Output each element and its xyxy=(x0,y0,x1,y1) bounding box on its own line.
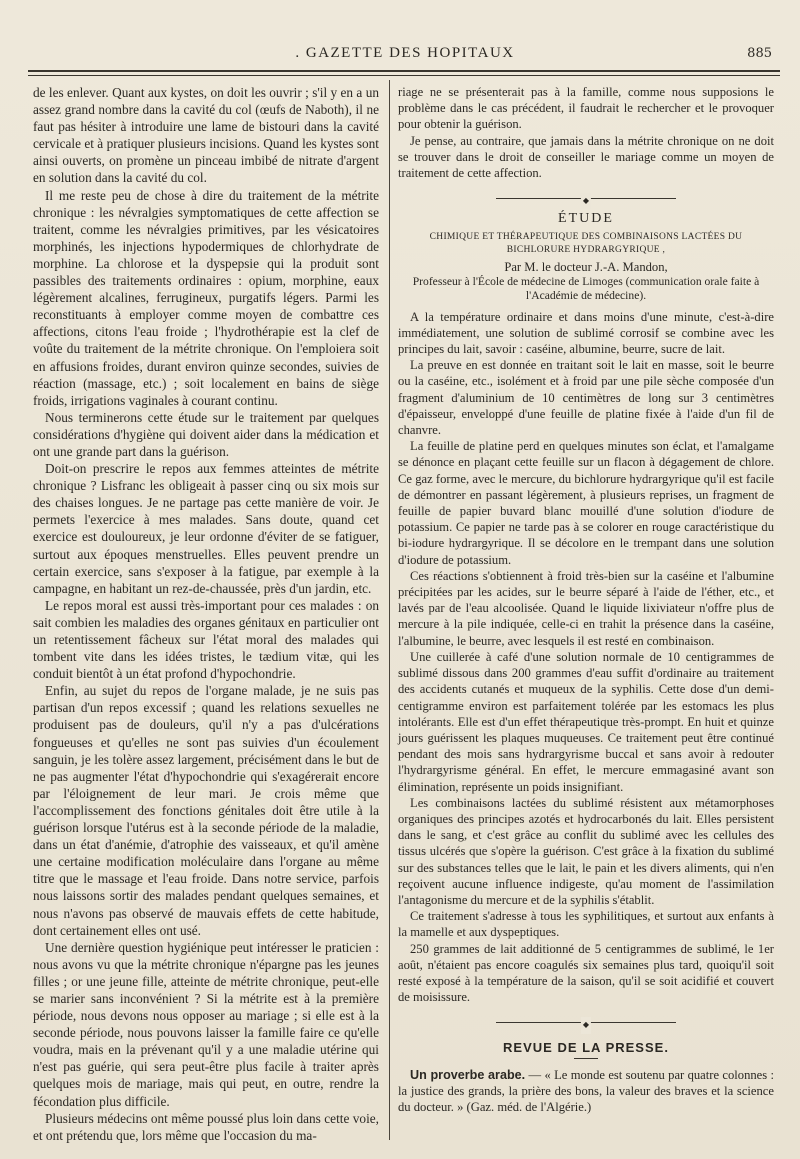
revue-paragraph xyxy=(398,1067,774,1116)
page-number: 885 xyxy=(747,46,772,61)
section-heading-revue: REVUE DE LA PRESSE. xyxy=(503,1039,669,1055)
paragraph: A la température ordinaire et dans moins d'une minute, c'est-à-dire immédiatement, une solution de sublimé corrosif se combine avec les principes du lait, savoir : caséine, albumine, beurre, sucre de lait. xyxy=(398,309,774,357)
right-column xyxy=(398,84,774,1115)
journal-title: . GAZETTE DES HOPITAUX xyxy=(295,45,515,61)
paragraph: de les enlever. Quant aux kystes, on doit les ouvrir ; s'il y en a un assez grand nombre dans la cavité du col (œufs de Naboth), il ne faut pas hésiter à introduire une lame de bistouri dans la cavité cervicale et à pratiquer plusieurs incisions. Quand les kystes sont ainsi ouverts, on promène un pinceau imbibé de nitrate d'argent en solution dans la cavité du col. xyxy=(33,85,379,186)
left-column xyxy=(33,84,379,1144)
section-separator xyxy=(398,1013,774,1029)
paragraph: Je pense, au contraire, que jamais dans la métrite chronique on ne doit se trouver dans le droit de conseiller le mariage comme un moyen de traitement de cette affection. xyxy=(398,133,774,181)
running-head xyxy=(30,43,780,67)
paragraph: Ces réactions s'obtiennent à froid très-bien sur la caséine et l'albumine précipitées par les acides, sur le beurre séparé à l'aide de l'éther, etc., et lavés par de l'eau alcoolisée. Quand le liquide lixiviateur n'offre plus de mercure à la pile indiquée, celle-ci en trahit la présence dans la caséine, l'albumine, le beurre, avec lesquels il est resté en combinaison. xyxy=(398,568,774,648)
article-author: Par M. le docteur J.-A. Mandon, xyxy=(504,259,668,274)
paragraph: La preuve en est donnée en traitant soit le lait en masse, soit le beurre ou la caséine, etc., isolément et à froid par une pile sèche composée d'un fragment d'aluminium de 10 centimètres de long sur 3 centimètres d'épaisseur, enveloppé d'une feuille de platine fixée à l'aide d'un fil de chanvre. xyxy=(398,358,774,438)
paragraph: Une dernière question hygiénique peut intéresser le praticien : nous avons vu que la métrite chronique n'épargne pas les jeunes filles ; or une jeune fille, atteinte de métrite chronique, peut-elle se marier sans inconvénient ? Si la métrite est à la première période, nous devons nous opposer au mariage ; si elle est à la seconde période, nous pouvons laisser la famille faire ce qu'elle voudra, mais en la prévenant qu'il y a une maladie utérine qui n'est pas guérie, qui sera peut-être plus facile à traiter après quelques mois de mariage, mais qui peut, en outre, rendre la fécondation plus difficile. xyxy=(33,939,379,1109)
paragraph: 250 grammes de lait additionné de 5 centigrammes de sublimé, le 1er août, n'étaient pas encore coagulés six semaines plus tard, quoiqu'il soit resté exposé à la température de la saison, qu'il se soit acidifié et couvert de moisissure. xyxy=(398,941,774,1005)
paragraph: riage ne se présenterait pas à la famille, comme nous supposions le problème dans le cas précédent, il faudrait le rechercher et le provoquer pour obtenir la guérison. xyxy=(398,85,774,132)
section-separator xyxy=(398,189,774,205)
revue-text: — « Le monde est soutenu par quatre colonnes : la justice des grands, la prière des bons, la valeur des braves et la science du docteur. » (Gaz. méd. de l'Algérie.) xyxy=(398,1067,774,1115)
paragraph: Ce traitement s'adresse à tous les syphilitiques, et surtout aux enfants à la mamelle et aux dyspeptiques. xyxy=(398,909,774,940)
paragraph: Nous terminerons cette étude sur le traitement par quelques considérations d'hygiène qui doivent aider dans la médication et ont une grande part dans la guérison. xyxy=(33,409,379,459)
column-divider xyxy=(389,80,390,1140)
short-rule xyxy=(574,1058,598,1059)
header-rule-thick xyxy=(28,70,780,72)
paragraph: Doit-on prescrire le repos aux femmes atteintes de métrite chronique ? Lisfranc les obligeait à passer cinq ou six mois sur des chaises longues. Je ne partage pas cette manière de voir. Je permets l'exercice à mes malades. Sans doute, quand cet exercice est douloureux, je leur ordonne d'éviter de se fatiguer, surtout aux époques menstruelles. Elles peuvent prendre un certain exercice, sans s'exposer à la fatigue, par exemple à la campagne, en habitant un rez-de-chaussée, près d'un jardin, etc. xyxy=(33,461,379,596)
header-rule-thin xyxy=(28,75,780,76)
paragraph: Une cuillerée à café d'une solution normale de 10 centigrammes de sublimé dissous dans 200 grammes d'eau suffit d'ordinaire au traitement des accidents cutanés et muqueux de la syphilis. Cette dose d'un demi-centigramme environ est parfaitement tolérée par les estomacs les plus intolérants. Elle est d'un effet thérapeutique très-prompt. En huit et quinze jours guérissent les plaques muqueuses. Ce traitement peut être continué pendant des mois sans hydrargyrisme buccal et sans avoir à redouter l'hydrargyrisme général. En effet, le mercure emmagasiné avant son élimination, représente un poids insignifiant. xyxy=(398,649,774,794)
paragraph: Enfin, au sujet du repos de l'organe malade, je ne suis pas partisan d'un repos excessif ; quand les relations sexuelles ne produisent pas de douleurs, qu'il n'y a pas d'ulcérations fongueuses et qu'elles ne sont pas suivies d'un écoulement sanguin, je les tolère assez largement, précisément dans le but de ne pas augmenter l'état d'hypochondrie qui s'exagérerait encore par l'éloignement de leur mari. Je crois même que l'accomplissement des fonctions génitales doit être utile à la guérison lorsque l'utérus est à la seconde période de la maladie, dans un état d'anémie, d'atrophie des vaisseaux, et qu'il amène une certaine modification moléculaire dans l'organe au même titre que le massage et l'eau froide. Dans notre service, parfois nous laissons sortir des malades pendant quelques semaines, et nous n'avons pas observé de mauvais effets de cette habitude, dont certainement elles ont usé. xyxy=(33,683,379,938)
paragraph: Plusieurs médecins ont même poussé plus loin dans cette voie, et ont prétendu que, lors même que l'occasion du ma- xyxy=(33,1110,379,1143)
author-affiliation: Professeur à l'École de médecine de Limoges (communication orale faite à l'Académie de médecine). xyxy=(412,274,760,302)
article-subtitle: CHIMIQUE ET THÉRAPEUTIQUE DES COMBINAISONS LACTÉES DU BICHLORURE HYDRARGYRIQUE , xyxy=(429,231,743,255)
paragraph: Il me reste peu de chose à dire du traitement de la métrite chronique : les névralgies symptomatiques de cette affection se traitent, comme les névralgies primitives, par les vésicatoires morphinés, les injections hypodermiques de chlorhydrate de morphine. La chlorose et la dyspepsie qui la produit sont passibles des traitements ordinaires : opium, morphine, eaux légèrement alcalines, ferrugineux, purgatifs légers. Parmi les reconstituants à employer comme moyen de combattre ces affections, citons l'eau froide ; l'hydrothérapie est la clef de voûte du traitement de la métrite chronique. On l'emploiera soit en affusions froides, durant environ quinze secondes, suivies de réaction (massage, etc.) ; soit localement en bains de siège froids, irrigations vaginales à courant continu. xyxy=(33,187,379,408)
article-heading: ÉTUDE xyxy=(558,211,614,227)
paragraph: Le repos moral est aussi très-important pour ces malades : on sait combien les maladies des organes génitaux en particulier ont un retentissement fâcheux sur l'état moral des malades qui tombent vite dans les idées tristes, le tædium vitæ, qui les conduit bientôt à un état profond d'hypochondrie. xyxy=(33,597,379,682)
paragraph: Les combinaisons lactées du sublimé résistent aux métamorphoses organiques des principes azotés et hydrocarbonés du lait. Elles persistent dans le sang, et c'est grâce au conflit du sublimé avec les cellules des tissus ulcérés que s'opère la guérison. C'est grâce à la fixation du sublimé sur des substances telles que le lait, le pain et les divers aliments, qui n'en reçoivent aucune influence indigeste, qu'au moment de l'assimilation l'antagonisme du mercure et de la syphilis s'établit. xyxy=(398,795,774,907)
revue-lead: Un proverbe arabe. xyxy=(410,1067,526,1082)
paragraph: La feuille de platine perd en quelques minutes son éclat, et l'amalgame se dénonce en plaçant cette feuille sur un flacon à dégagement de chlore. Ce gaz forme, avec le mercure, du bichlorure hydrargyrique qu'il est facile de démontrer en passant légèrement, à plusieurs reprises, un fragment de feuille de papier buvard blanc mouillé d'une solution d'iodure de potassium. Ce papier ne tarde pas à se colorer en rouge caractéristique du bi-iodure hydrargyrique. Il se décolore en le trempant dans une solution d'iodure de potassium. xyxy=(398,439,774,567)
